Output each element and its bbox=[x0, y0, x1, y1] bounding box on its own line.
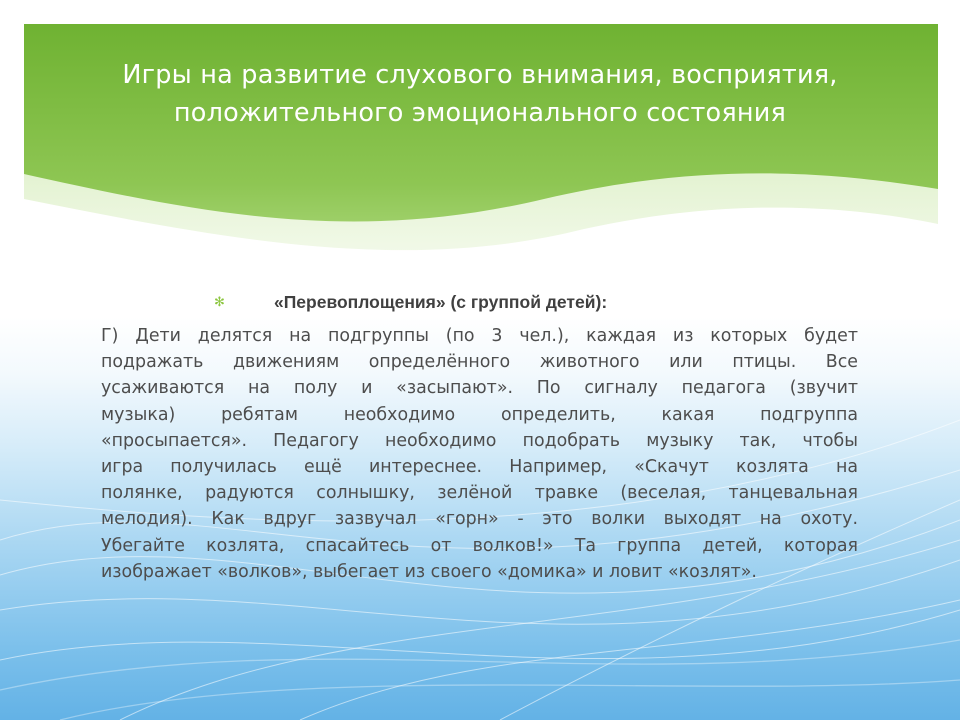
title-line: Игры на развитие слухового внимания, восприятия, bbox=[122, 60, 838, 90]
body-line: Убегайте козлята, спасайтесь от волков!» Та группа детей, которая bbox=[101, 535, 858, 556]
body-line: усаживаются на полу и «засыпают». По сигналу педагога (звучит bbox=[101, 378, 858, 399]
asterisk-bullet-icon: ✻ bbox=[214, 294, 225, 310]
body-line: Г) Дети делятся на подгруппы (по 3 чел.), каждая из которых будет bbox=[101, 326, 858, 346]
body-line: полянке, радуются солнышку, зелёной травке (веселая, танцевальная bbox=[101, 483, 858, 504]
body-line: изображает «волков», выбегает из своего «домика» и ловит «козлят». bbox=[101, 561, 757, 582]
title-line: положительного эмоционального состояния bbox=[173, 98, 787, 128]
body-line: подражать движениям определённого животного или птицы. Все bbox=[101, 352, 858, 373]
slide-title bbox=[40, 56, 920, 132]
body-line: музыка) ребятам необходимо определить, какая подгруппа bbox=[101, 404, 858, 425]
body-line: «просыпается». Педагогу необходимо подобрать музыку так, чтобы bbox=[101, 430, 858, 451]
body-line: игра получилась ещё интереснее. Например, «Скачут козлята на bbox=[101, 456, 858, 477]
body-line: мелодия). Как вдруг зазвучал «горн» - это волки выходят на охоту. bbox=[101, 509, 858, 530]
body-paragraph bbox=[101, 323, 858, 585]
bullet-heading-text: «Перевоплощения» (с группой детей): bbox=[274, 291, 608, 312]
bullet-heading bbox=[214, 290, 607, 314]
